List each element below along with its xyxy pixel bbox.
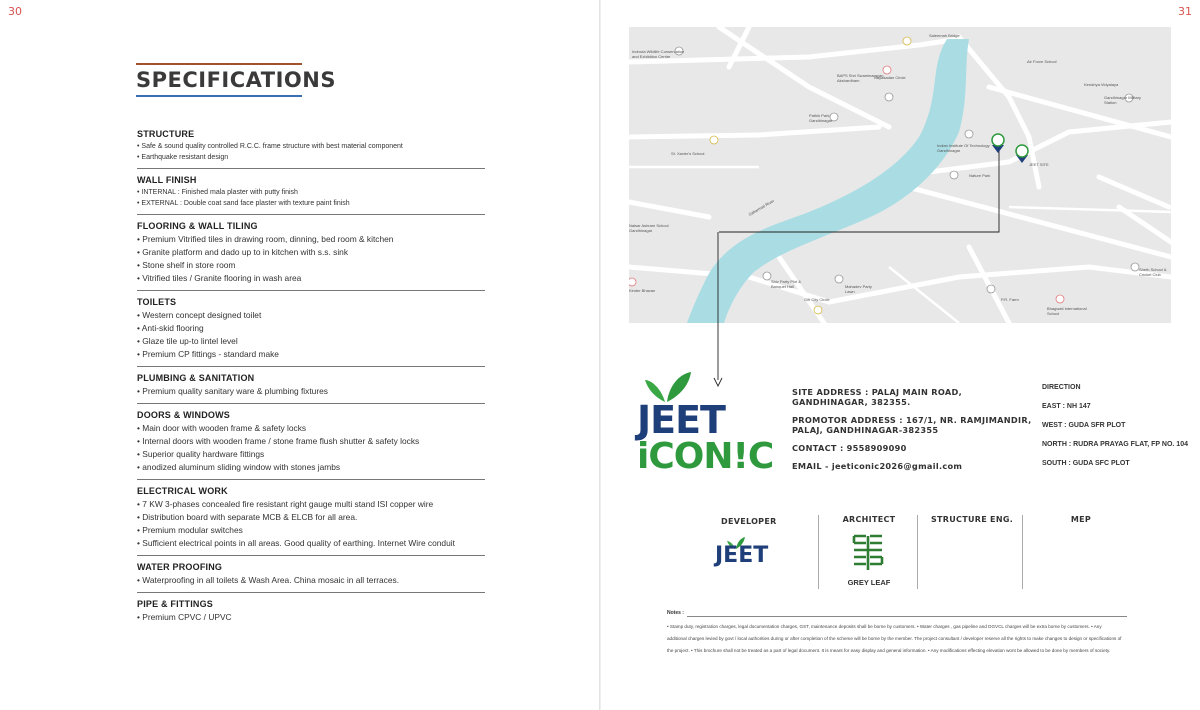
direction-west: WEST : GUDA SFR PLOT [1042, 422, 1126, 429]
map-graphic [629, 27, 1171, 323]
spec-item: • Granite platform and dado up to in kitchen with s.s. sink [137, 247, 349, 257]
spec-item: • Premium Vitrified tiles in drawing room, dinning, bed room & kitchen [137, 234, 394, 244]
spread-divider [599, 0, 601, 710]
map-label: BAPS Shri Swaminarayan Akshardham [837, 73, 884, 83]
direction-east: EAST : NH 147 [1042, 403, 1091, 410]
direction-south: SOUTH : GUDA SFC PLOT [1042, 460, 1130, 467]
spec-item: • Premium modular switches [137, 525, 243, 535]
direction-block [1042, 383, 1188, 478]
credit-architect [836, 515, 902, 595]
spec-item: • Superior quality hardware fittings [137, 449, 265, 459]
spec-item: • Premium quality sanitary ware & plumbing fixtures [137, 386, 328, 396]
map-label: Sheth School & Cricket Club [1139, 267, 1167, 277]
spec-item: • Anti-skid flooring [137, 323, 204, 333]
notes-line: the project. • This brochure shall not be treated as a part of legal document. It is meant for easy display and general information. • Any modifications effecting elevation wont be allowed to be done by members of society. [667, 648, 1111, 653]
spec-item: • Stone shelf in store room [137, 260, 236, 270]
map-label: St. Xavier's School [671, 151, 705, 156]
spec-item: • Internal doors with wooden frame / stone frame flush shutter & safety locks [137, 436, 420, 446]
spec-heading: TOILETS [137, 297, 177, 307]
title-rule-bottom [136, 95, 302, 97]
spec-section [137, 410, 485, 480]
river [687, 39, 969, 323]
map-label: Shiv Party Plot & Banquet Hall [771, 279, 802, 289]
map-label: Indroda Wildlife Conservation and Exhibition Centre [632, 49, 685, 59]
page-title: SPECIFICATIONS [136, 68, 336, 92]
credit-divider [818, 515, 819, 589]
spec-section [137, 599, 485, 629]
spec-item: • Western concept designed toilet [137, 310, 262, 320]
spec-item: • EXTERNAL : Double coat sand face plaster with texture paint finish [137, 200, 350, 207]
notes-line: additional charges levied by govt / local authorities during or after completion of the scheme will be borne by the member. The project consultant / developer reserve all the rights to make changes to design or specifications of [667, 636, 1122, 641]
spec-section [137, 129, 485, 169]
credit-structure [927, 515, 1017, 595]
spec-section [137, 175, 485, 215]
credit-developer [691, 515, 809, 595]
project-credits [691, 515, 1136, 595]
architect-logo-text: GREY LEAF [847, 578, 891, 587]
notes-section [667, 610, 1179, 657]
spec-item: • Main door with wooden frame & safety locks [137, 423, 307, 433]
spec-item: • INTERNAL : Finished mala plaster with putty finish [137, 189, 298, 196]
notes-rule [687, 616, 1127, 617]
spec-section [137, 221, 485, 291]
spec-heading: PLUMBING & SANITATION [137, 373, 255, 383]
developer-logo: JEET [715, 543, 769, 568]
spec-heading: ELECTRICAL WORK [137, 486, 228, 496]
spec-section [137, 373, 485, 404]
credit-divider [1022, 515, 1023, 589]
credit-heading: ARCHITECT [842, 515, 896, 524]
spec-item: • anodized aluminum sliding window with stones jambs [137, 462, 341, 472]
spec-item: • Premium CP fittings - standard make [137, 349, 279, 359]
site-contact-info [792, 387, 1032, 471]
credit-heading: DEVELOPER [721, 517, 777, 526]
spec-section [137, 297, 485, 367]
page-number-left: 30 [8, 5, 22, 18]
logo-text-iconic: iCON!C [637, 436, 774, 477]
spec-heading: PIPE & FITTINGS [137, 599, 214, 609]
spec-heading: FLOORING & WALL TILING [137, 221, 258, 231]
spec-section [137, 562, 485, 593]
map-label: Mahadev Party Lawn [845, 284, 872, 294]
spec-heading: STRUCTURE [137, 129, 195, 139]
location-map[interactable] [629, 27, 1171, 323]
map-label: Indian Institute Of Technology Gandhinagar [937, 143, 990, 153]
spec-item: • Glaze tile up-to lintel level [137, 336, 238, 346]
spec-heading: WALL FINISH [137, 175, 197, 185]
map-label: Bhagwati International School [1047, 306, 1087, 316]
spec-item: • Waterproofing in all toilets & Wash Area. China mosaic in all terraces. [137, 575, 400, 585]
spec-item: • Vitrified tiles / Granite flooring in wash area [137, 273, 302, 283]
spec-heading: WATER PROOFING [137, 562, 223, 572]
map-label: P.R. Farm [1001, 297, 1019, 302]
arrow-down-icon [712, 232, 724, 387]
direction-north: NORTH : RUDRA PRAYAG FLAT, FP NO. 104 [1042, 441, 1188, 448]
direction-title: DIRECTION [1042, 384, 1081, 391]
spec-item: • Distribution board with separate MCB & ELCB for all area. [137, 512, 358, 522]
spec-heading: DOORS & WINDOWS [137, 410, 230, 420]
credit-heading: MEP [1070, 515, 1092, 524]
specifications-list [137, 129, 485, 635]
page-number-right: 31 [1178, 5, 1192, 18]
promotor-address-line2: PALAJ, GANDHINAGAR-382355 [792, 425, 939, 435]
logo-text-jeet: JEET [637, 398, 725, 442]
jeet-iconic-logo [637, 368, 783, 478]
spec-item: • Earthquake resistant design [137, 154, 229, 161]
contact-number[interactable]: CONTACT : 9558909090 [792, 443, 907, 453]
map-label: JEET SITE [1029, 162, 1049, 167]
spec-item: • Premium CPVC / UPVC [137, 612, 232, 622]
spec-item: • Sufficient electrical points in all areas. Good quality of earthing. Internet Wire conduit [137, 538, 455, 548]
map-label: Nayasadan Circle [874, 75, 906, 80]
credit-divider [917, 515, 918, 589]
notes-line: • Stamp duty, registration charges, legal documentation charges, GST, maintenance deposits shall be borne by customers. • Water charges , gas pipeline and DGVCL charges will be extra borne by customers. • Any [667, 624, 1102, 629]
spec-item: • 7 KW 3-phases concealed fire resistant right gauge multi stand ISI copper wire [137, 499, 434, 509]
credit-heading: STRUCTURE ENG. [930, 515, 1014, 524]
grey-leaf-logo-icon [852, 533, 884, 571]
email-address[interactable]: EMAIL - jeeticonic2026@gmail.com [792, 461, 963, 471]
site-address-line2: GANDHINAGAR, 382355. [792, 397, 911, 407]
site-address-line1: SITE ADDRESS : PALAJ MAIN ROAD, [792, 387, 963, 397]
map-label: Nalsar Ashram School Gandhinagar [629, 223, 669, 233]
map-label: Kendriya Vidyalaya [1084, 82, 1119, 87]
map-label: Saleemah Bridge [929, 33, 960, 38]
map-label: Sabarmati River [747, 198, 776, 217]
map-label: Nature Park [969, 173, 991, 178]
notes-title: Notes : [667, 610, 684, 616]
map-label: Gift City Circle [804, 297, 830, 302]
map-label: Pathik Park Gandhinagar [809, 113, 833, 123]
promotor-address-line1: PROMOTOR ADDRESS : 167/1, NR. RAMJIMANDIR, [792, 415, 1032, 425]
map-label: Kinder Bhavan [629, 288, 656, 293]
specifications-header [136, 63, 336, 97]
map-label: Air Force School [1027, 59, 1057, 64]
credit-mep [1031, 515, 1131, 595]
spec-section [137, 486, 485, 556]
spec-item: • Safe & sound quality controlled R.C.C. frame structure with best material component [137, 143, 403, 150]
map-label: Gandhinagar Military Station [1104, 95, 1141, 105]
